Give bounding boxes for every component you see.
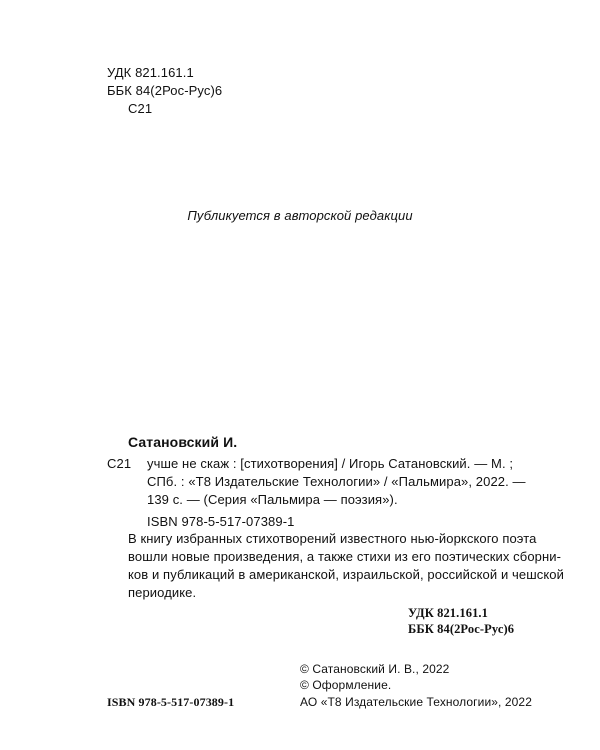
copyright-publisher: АО «Т8 Издательские Технологии», 2022 bbox=[300, 695, 532, 709]
header-bbk: ББК 84(2Рос-Рус)6 bbox=[107, 83, 223, 98]
annotation-line: В книгу избранных стихотворений известного нью-йоркского поэта bbox=[128, 531, 537, 546]
record-author: Сатановский И. bbox=[128, 434, 238, 450]
annotation-line: периодике. bbox=[128, 585, 197, 600]
record-udk: УДК 821.161.1 bbox=[408, 606, 488, 620]
annotation-line: вошли новые произведения, а также стихи из его поэтических сборни- bbox=[128, 549, 562, 564]
record-bbk: ББК 84(2Рос-Рус)6 bbox=[408, 622, 515, 636]
copyright-author: © Сатановский И. В., 2022 bbox=[300, 662, 450, 676]
header-code: С21 bbox=[128, 101, 153, 116]
annotation-line: ков и публикаций в американской, израильской, российской и чешской bbox=[128, 567, 564, 582]
record-line: СПб. : «Т8 Издательские Технологии» / «Пальмира», 2022. — bbox=[147, 474, 526, 489]
record-code: С21 bbox=[107, 456, 132, 471]
record-line: 139 с. — (Серия «Пальмира — поэзия»). bbox=[147, 492, 398, 507]
header-udk: УДК 821.161.1 bbox=[107, 65, 194, 80]
editorial-note: Публикуется в авторской редакции bbox=[187, 208, 413, 223]
record-isbn: ISBN 978-5-517-07389-1 bbox=[147, 514, 295, 529]
copyright-design: © Оформление. bbox=[300, 678, 392, 692]
record-line: учше не скаж : [стихотворения] / Игорь Сатановский. — М. ; bbox=[147, 456, 514, 471]
footer-isbn: ISBN 978-5-517-07389-1 bbox=[107, 695, 235, 709]
